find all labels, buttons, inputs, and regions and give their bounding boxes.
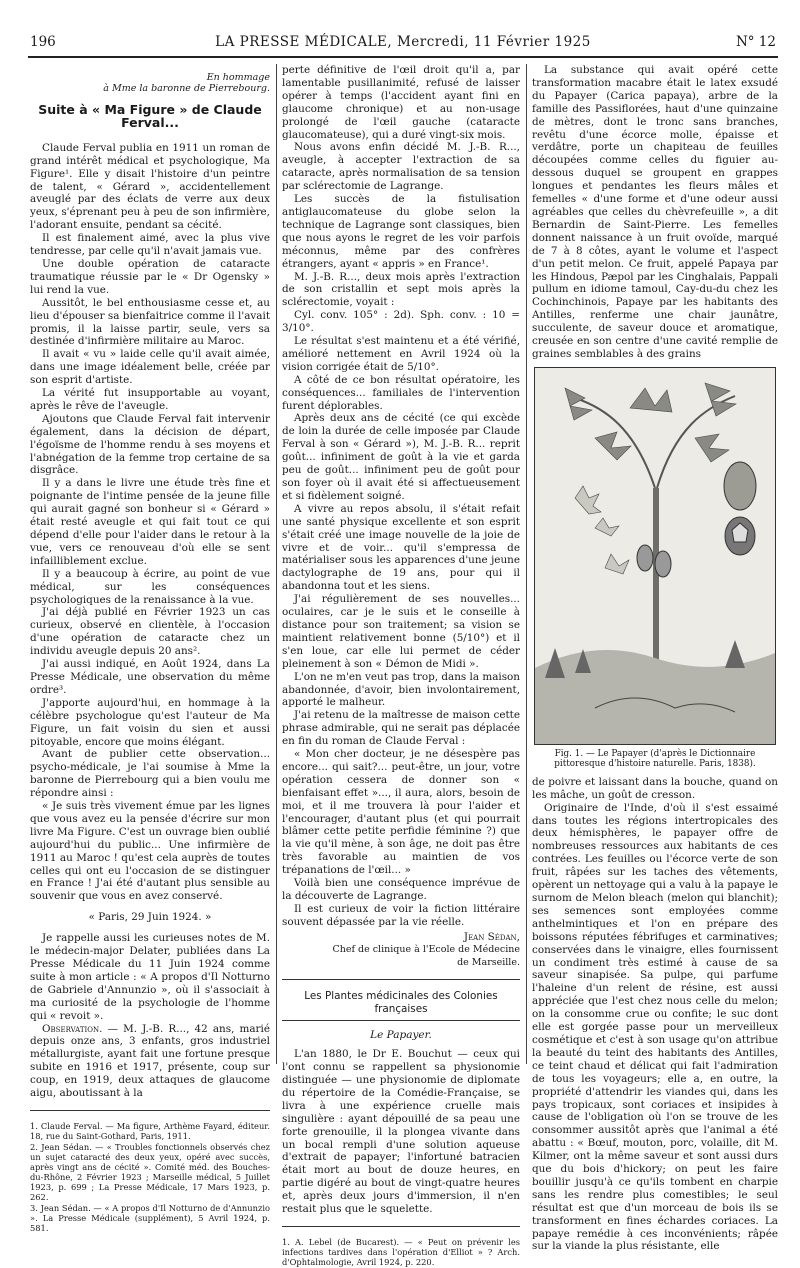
header-rule	[28, 56, 778, 58]
column-3	[532, 64, 778, 1253]
author-title: de Marseille.	[457, 956, 520, 968]
footnote: 2. Jean Sédan. — « Troubles fonctionnels observés chez un sujet cataracté des deux yeux, opéré avec succès, après vingt ans de cécité ». Comité méd. des Bouches-du-Rhône, 2 Février 1923 ; Marseille médical, 5 Juillet 1923, p. 699 ; La Presse Médicale, 17 Mars 1923, p. 262.	[30, 1141, 270, 1202]
paragraph: Avant de publier cette observation... psycho-médicale, je l'ai soumise à Mme la baronne de Pierrebourg qui a bien voulu me répondre ainsi :	[30, 748, 270, 800]
paragraph: J'ai déjà publié en Février 1923 un cas curieux, observé en clientèle, à l'occasion d'une opération de cataracte chez un individu aveugle depuis 20 ans².	[30, 606, 270, 658]
paragraph: L'on ne m'en veut pas trop, dans la maison abandonnée, d'avoir, bien involontairement, apporté le malheur.	[282, 670, 520, 709]
paragraph: J'apporte aujourd'hui, en hommage à la célèbre psychologue qu'est l'auteur de Ma Figure, un fait voisin du sien et aussi pitoyable, encore que moins élégant.	[30, 696, 270, 748]
paragraph: Une double opération de cataracte traumatique réussie par le « Dr Ogensky » lui rend la vue.	[30, 257, 270, 296]
signature	[282, 931, 520, 970]
paragraph: Nous avons enfin décidé M. J.-B. R..., aveugle, à accepter l'extraction de sa cataracte, après normalisation de sa tension par sclérectomie de Lagrange.	[282, 141, 520, 193]
paragraph: Claude Ferval publia en 1911 un roman de grand intérêt médical et psychologique, Ma Figure¹. Elle y disait l'histoire d'un peintre de talent, « Gérard », accidentellement aveuglé par des éclats de verre aux deux yeux, s'éprenant peu à peu de son infirmière, l'adorant ensuite, pendant sa cécité.	[30, 141, 270, 232]
footnote-rule	[282, 1226, 520, 1227]
footnotes	[30, 1121, 270, 1233]
column-2	[282, 64, 520, 1268]
footnote: 1. Claude Ferval. — Ma figure, Arthème Fayard, éditeur. 18, rue du Saint-Gothard, Paris, 1911.	[30, 1120, 270, 1141]
paragraph: Il est curieux de voir la fiction littéraire souvent dépassée par la vie réelle.	[282, 902, 520, 928]
observation-label: Observation.	[42, 1022, 103, 1035]
paragraph: L'an 1880, le Dr E. Bouchut — ceux qui l'ont connu se rappellent sa physionomie distinguée — une physionomie de diplomate du répertoire de la Comédie-Française, se livra à une expérience cruelle mais singulière : ayant dépouillé de sa peau une forte grenouille, il la plongea vivante dans un bocal rempli d'une solution aqueuse d'extrait de papayer; l'infortuné batracien était mort au bout de douze heures, en partie digéré au bout de vingt-quatre heures et, après deux jours d'immersion, il n'en restait plus que le squelette.	[282, 1048, 520, 1216]
paragraph: Il y a beaucoup à écrire, au point de vue médical, sur les conséquences psychologiques de la renaissance à la vue.	[30, 567, 270, 606]
article-title: Suite à « Ma Figure » de Claude Ferval...	[38, 102, 262, 130]
footnotes	[282, 1237, 520, 1267]
paragraph: La substance qui avait opéré cette transformation macabre était le latex exsudé du Papayer (Carica papaya), arbre de la famille des Passiflorées, haut d'une quinzaine de mètres, dont le tronc sans branches, revêtu d'une écorce molle, épaisse et verdâtre, porte un chapiteau de feuilles découpées comme celles du figuier au-dessous duquel se groupent en grappes longues et pendantes les fleurs mâles et femelles « d'une forme et d'une odeur aussi agréables que celles du chèvrefeuille », a dit Bernardin de Saint-Pierre. Les femelles donnent naissance à un fruit ovoïde, marqué de 7 à 8 côtes, ayant le volume et l'aspect d'un petit melon. Ce fruit, appelé Papaya par les Hindous, Pæpol par les Cinghalais, Pappali pullum en idiome tamoul, Cay-du-du chez les Cochinchinois, Papaye par les habitants des Antilles, renferme une chair jaunâtre, succulente, de saveur douce et aromatique, creusée en son centre d'une cavité remplie de graines semblables à des grains	[532, 64, 778, 360]
paragraph: Cyl. conv. 105° : 2d). Sph. conv. : 10 = 3/10°.	[282, 309, 520, 335]
dedication-line: En hommage	[206, 72, 270, 83]
papaya-tree-drawing	[535, 368, 775, 744]
paragraph: A côté de ce bon résultat opératoire, les conséquences... familiales de l'intervention furent déplorables.	[282, 373, 520, 412]
paragraph: Les succès de la fistulisation antiglaucomateuse du globe selon la technique de Lagrange sont classiques, bien que nous ayons le regret de les voir parfois méconnus, même par des confrères étrangers, ayant « appris » en France¹.	[282, 193, 520, 270]
footnote-rule	[30, 1110, 270, 1111]
paragraph: J'ai retenu de la maîtresse de maison cette phrase admirable, qui ne serait pas déplacée en fin du roman de Claude Ferval :	[282, 709, 520, 748]
author-title: Chef de clinique à l'Ecole de Médecine	[332, 943, 520, 955]
journal-title: LA PRESSE MÉDICALE, Mercredi, 11 Février 1925	[215, 34, 591, 50]
quote: « Mon cher docteur, je ne désespère pas encore... qui sait?... peut-être, un jour, votre opération cessera de donner son « bienfaisant effet »..., il aura, alors, besoin de moi, et il me trouvera là pour l'aider et l'encourager, d'autant plus (et qui pourrait blâmer cette petite perfidie féminine ?) que la vie qu'il mène, à son âge, ne doit pas être très favorable au maintien de vos trépanations de l'œil... »	[282, 748, 520, 877]
observation-paragraph	[30, 1023, 270, 1100]
paragraph: Après deux ans de cécité (ce qui excède de loin la durée de celle imposée par Claude Ferval à son « Gérard »), M. J.-B. R... reprit goût... infiniment de goût à la vie et garda peu de goût... infiniment peu de goût pour son foyer où il avait été si affectueusement et si fidèlement soigné.	[282, 412, 520, 502]
footnote: 3. Jean Sédan. — « A propos d'Il Notturno de d'Annunzio ». La Presse Médicale (supplément), 5 Avril 1924, p. 581.	[30, 1202, 270, 1233]
column-divider-2	[526, 64, 527, 1064]
paragraph: J'ai aussi indiqué, en Août 1924, dans La Presse Médicale, une observation du même ordre³.	[30, 658, 270, 696]
paragraph: J'ai régulièrement de ses nouvelles... oculaires, car je le suis et le conseille à distance pour son traitement; sa vision se maintient relativement bonne (5/10°) et il s'en loue, car elle lui permet de céder pleinement à son « Démon de Midi ».	[282, 593, 520, 670]
footnote: 1. A. Lebel (de Bucarest). — « Peut on prévenir les infections tardives dans l'opération d'Elliot » ? Arch. d'Ophtalmologie, Avril 1924, p. 220.	[282, 1236, 520, 1267]
paragraph: M. J.-B. R..., deux mois après l'extraction de son cristallin et sept mois après la sclérectomie, voyait :	[282, 270, 520, 309]
column-1	[30, 64, 270, 1234]
paragraph: Il avait « vu » laide celle qu'il avait aimée, dans une image idéalement belle, créée par son esprit d'artiste.	[30, 348, 270, 387]
paragraph: Originaire de l'Inde, d'où il s'est essaimé dans toutes les régions intertropicales des deux hémisphères, le papayer offre de nombreuses ressources aux habitants de ces contrées. Les feuilles ou l'écorce verte de son fruit, râpées sur les taches des vêtements, opèrent un nettoyage qui a valu à la papaye le surnom de Melon bleach (melon qui blanchit); ses semences sont employées comme anthelmintiques et l'on en prépare des boissons réputées fébrifuges et carminatives; conservées dans le vinaigre, elles fournissent un condiment très estimé à cause de sa saveur sinapisée. Sa pulpe, qui parfume l'haleine d'un relent de résine, est aussi appréciée que l'est chez nous celle du melon; on la consomme crue ou confite; le suc dont elle est gorgée passe pour un merveilleux cosmétique et c'est à son usage qu'on attribue la beauté du teint des habitants des Antilles, ce teint chaud et délicat qui fait l'admiration de tous les voyageurs; elle a, en outre, la propriété d'attendrir les viandes qui, dans les pays tropicaux, sont coriaces et insipides à cause de l'obligation où l'on se trouve de les consommer aussitôt après que l'animal a été abattu : « Bœuf, mouton, porc, volaille, dit M. Kilmer, ont la même saveur et sont aussi durs que du bois d'hickory; on peut les faire bouillir jusqu'à ce qu'ils tombent en charpie sans les rendre plus comestibles; le seul résultat est que d'un morceau de bois ils se transforment en fines échardes coriaces. La papaye remédie à ces inconvénients; râpée sur la viande la plus résistante, elle	[532, 801, 778, 1253]
page-number: 196	[30, 34, 56, 50]
papaya-illustration	[534, 367, 776, 745]
paragraph: La vérité fut insupportable au voyant, après le rêve de l'aveugle.	[30, 387, 270, 412]
dedication-line: à Mme la baronne de Pierrebourg.	[103, 83, 270, 94]
quote-date: « Paris, 29 Juin 1924. »	[88, 911, 212, 924]
page-header	[30, 34, 776, 50]
paragraph: Aussitôt, le bel enthousiasme cesse et, au lieu d'épouser sa bienfaitrice comme il l'avait promis, il la laisse partir, seule, vers sa destinée d'infirmière militaire au Maroc.	[30, 296, 270, 348]
paragraph: Je rappelle aussi les curieuses notes de M. le médecin-major Delater, publiées dans La Presse Médicale du 11 Juin 1924 comme suite à mon article : « A propos d'Il Notturno de Gabriele d'Annunzio », où il s'associait à ma curiosité de la psychologie de l'homme qui « revoit ».	[30, 932, 270, 1022]
paragraph: Le résultat s'est maintenu et a été vérifié, amélioré nettement en Avril 1924 où la vision corrigée était de 5/10°.	[282, 335, 520, 373]
dedication	[30, 72, 270, 94]
paragraph: Voilà bien une conséquence imprévue de la découverte de Lagrange.	[282, 877, 520, 902]
section-heading: Les Plantes médicinales des Colonies françaises	[304, 990, 498, 1016]
section-rule	[282, 1020, 520, 1021]
observation-text: — M. J.-B. R..., 42 ans, marié depuis onze ans, 3 enfants, gros industriel métallurgiste, ayant fait une fortune presque subite en 1916 et 1917, présente, coup sur coup, en 1919, deux attaques de glaucome aigu, aboutissant à la	[30, 1022, 270, 1100]
paragraph: Il est finalement aimé, avec la plus vive tendresse, par celle qu'il n'avait jamais vue.	[30, 232, 270, 258]
quote: « Je suis très vivement émue par les lignes que vous avez eu la pensée d'écrire sur mon livre Ma Figure. C'est un ouvrage bien oublié aujourd'hui du public... Une infirmière de 1911 au Maroc ! qu'est cela auprès de toutes celles qui ont eu l'occasion de se distinguer en France ! J'ai été d'autant plus sensible au souvenir que vous en avez conservé.	[30, 800, 270, 903]
section-rule	[282, 979, 520, 980]
paragraph: Ajoutons que Claude Ferval fait intervenir également, dans la décision de départ, l'égoïsme de l'homme rendu à ses moyens et l'abnégation de la femme trop certaine de sa disgrâce.	[30, 412, 270, 477]
paragraph: Il y a dans le livre une étude très fine et poignante de l'intime pensée de la jeune fille qui aurait gagné son bonheur si « Gérard » était resté aveugle et qui fait tout ce qui dépend d'elle pour l'aider dans le retour à la vue, vers ce renouveau d'où elle se sent infailliblement exclue.	[30, 477, 270, 567]
author-name: Jean Sédan,	[463, 930, 520, 943]
paragraph: de poivre et laissant dans la bouche, quand on les mâche, un goût de cresson.	[532, 775, 778, 801]
issue-number: N° 12	[735, 34, 776, 50]
paragraph: A vivre au repos absolu, il s'était refait une santé physique excellente et son esprit s'était créé une image nouvelle de la joie de vivre et de voir... qu'il s'empressa de matérialiser sous les apparences d'une jeune dactylographe de 19 ans, pour qui il abandonna tout et les siens.	[282, 502, 520, 593]
column-divider-1	[276, 64, 277, 1064]
article-subtitle: Le Papayer.	[370, 1029, 432, 1042]
paragraph: perte définitive de l'œil droit qu'il a, par lamentable pusillanimité, refusé de laisser opérer à temps (l'accident ayant fini en glaucome chronique) et au non-usage prolongé de l'œil gauche (cataracte glaucomateuse), qui a duré vingt-six mois.	[282, 64, 520, 141]
figure-caption: Fig. 1. — Le Papayer (d'après le Dictionnaire pittoresque d'histoire naturelle. Paris, 1838).	[554, 748, 756, 770]
